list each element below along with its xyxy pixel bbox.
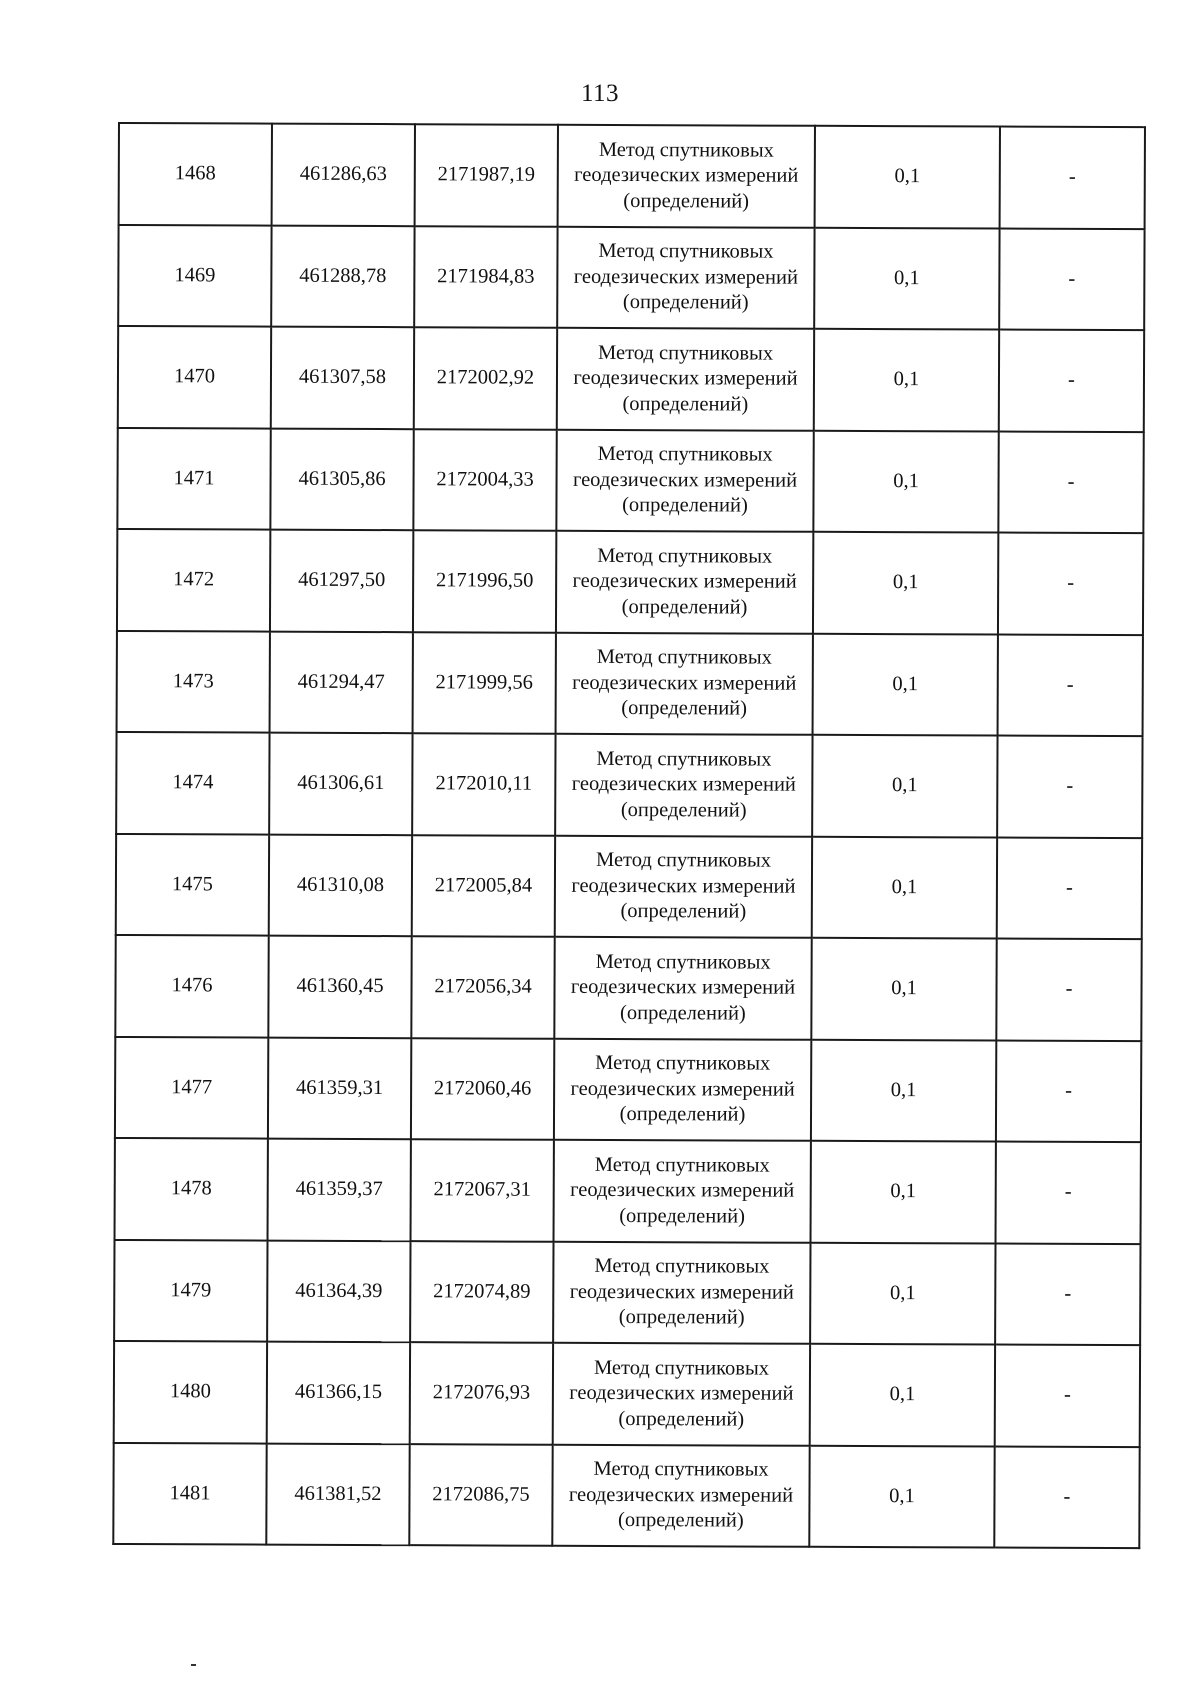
y-coordinate-cell: 2172074,89 xyxy=(410,1241,553,1343)
method-line: (определений) xyxy=(621,595,748,619)
method-line: геодезических измерений xyxy=(573,366,798,390)
method-line: геодезических измерений xyxy=(569,1381,794,1405)
method-line: Метод спутниковых xyxy=(596,645,772,669)
method-line: (определений) xyxy=(618,1407,745,1431)
accuracy-cell: 0,1 xyxy=(811,1141,996,1243)
table-row xyxy=(116,833,1142,939)
method-cell xyxy=(556,531,813,634)
accuracy-cell: 0,1 xyxy=(814,227,999,329)
table-row xyxy=(116,732,1142,838)
table-row xyxy=(113,1442,1139,1548)
point-number-cell: 1473 xyxy=(117,630,270,732)
accuracy-cell: 0,1 xyxy=(814,329,999,431)
table-row xyxy=(115,935,1141,1041)
x-coordinate-cell: 461307,58 xyxy=(271,327,414,429)
point-number-cell: 1476 xyxy=(115,935,268,1037)
method-line: (определений) xyxy=(620,798,747,822)
point-number-cell: 1468 xyxy=(119,123,272,225)
description-cell: - xyxy=(996,1040,1141,1142)
method-cell xyxy=(553,1241,810,1344)
method-line: геодезических измерений xyxy=(571,772,796,796)
method-line: (определений) xyxy=(617,1509,744,1532)
method-line: геодезических измерений xyxy=(572,671,797,695)
point-number-cell: 1477 xyxy=(115,1036,268,1138)
method-cell xyxy=(554,1140,811,1243)
point-number-cell: 1481 xyxy=(113,1442,266,1544)
description-cell: - xyxy=(999,330,1144,432)
x-coordinate-cell: 461306,61 xyxy=(269,733,412,835)
y-coordinate-cell: 2172056,34 xyxy=(411,936,554,1038)
accuracy-cell: 0,1 xyxy=(811,938,996,1040)
method-line: геодезических измерений xyxy=(571,874,796,898)
description-cell: - xyxy=(997,736,1142,838)
point-number-cell: 1474 xyxy=(116,732,269,834)
method-line: Метод спутниковых xyxy=(596,747,772,771)
description-cell: - xyxy=(995,1243,1140,1345)
scan-speck xyxy=(191,1664,196,1666)
table-row xyxy=(117,529,1143,635)
description-cell: - xyxy=(998,634,1143,736)
x-coordinate-cell: 461310,08 xyxy=(269,834,412,936)
method-cell xyxy=(555,734,812,837)
description-cell: - xyxy=(998,431,1143,533)
method-line: (определений) xyxy=(620,900,747,923)
method-line: (определений) xyxy=(623,189,750,213)
method-line: геодезических измерений xyxy=(569,1280,794,1304)
method-line: (определений) xyxy=(622,291,749,314)
method-line: (определений) xyxy=(620,1001,746,1025)
method-line: Метод спутниковых xyxy=(593,1356,770,1380)
table-row xyxy=(117,428,1143,534)
table-row xyxy=(118,225,1144,331)
x-coordinate-cell: 461286,63 xyxy=(272,124,415,226)
description-cell: - xyxy=(998,533,1143,635)
x-coordinate-cell: 461381,52 xyxy=(266,1443,409,1545)
coordinates-table-body xyxy=(113,123,1145,1548)
method-line: (определений) xyxy=(619,1103,746,1126)
method-line: геодезических измерений xyxy=(572,569,797,593)
accuracy-cell: 0,1 xyxy=(811,1039,996,1141)
y-coordinate-cell: 2172004,33 xyxy=(413,429,556,531)
page-number: 113 xyxy=(580,80,620,107)
table-row xyxy=(118,326,1144,432)
method-line: Метод спутниковых xyxy=(593,1457,769,1481)
accuracy-cell: 0,1 xyxy=(810,1344,995,1446)
y-coordinate-cell: 2172005,84 xyxy=(412,835,555,937)
x-coordinate-cell: 461359,37 xyxy=(268,1139,411,1241)
method-cell xyxy=(557,226,814,329)
y-coordinate-cell: 2172067,31 xyxy=(411,1139,554,1241)
method-line: геодезических измерений xyxy=(570,1178,795,1202)
method-line: Метод спутниковых xyxy=(598,341,774,365)
table-row xyxy=(115,1036,1141,1142)
accuracy-cell: 0,1 xyxy=(813,532,998,634)
method-line: Метод спутниковых xyxy=(594,1254,770,1278)
description-cell: - xyxy=(997,837,1142,939)
description-cell: - xyxy=(996,1142,1141,1244)
method-line: Метод спутниковых xyxy=(597,544,773,568)
y-coordinate-cell: 2172010,11 xyxy=(412,733,555,835)
accuracy-cell: 0,1 xyxy=(812,836,997,938)
method-line: Метод спутниковых xyxy=(595,1051,771,1075)
method-cell xyxy=(556,429,813,532)
table-row xyxy=(114,1239,1140,1345)
y-coordinate-cell: 2171999,56 xyxy=(413,632,556,734)
method-cell xyxy=(558,125,815,228)
x-coordinate-cell: 461294,47 xyxy=(270,631,413,733)
method-line: геодезических измерений xyxy=(572,468,798,492)
coordinates-table xyxy=(112,122,1146,1549)
y-coordinate-cell: 2172076,93 xyxy=(410,1342,553,1444)
description-cell: - xyxy=(994,1446,1139,1548)
point-number-cell: 1475 xyxy=(116,833,269,935)
y-coordinate-cell: 2172060,46 xyxy=(411,1038,554,1140)
x-coordinate-cell: 461297,50 xyxy=(270,530,413,632)
description-cell: - xyxy=(996,939,1141,1041)
method-cell xyxy=(557,328,814,431)
description-cell: - xyxy=(1000,127,1145,229)
y-coordinate-cell: 2171984,83 xyxy=(414,226,557,328)
x-coordinate-cell: 461364,39 xyxy=(267,1240,410,1342)
table-row xyxy=(117,630,1143,736)
method-line: Метод спутниковых xyxy=(594,1153,770,1177)
description-cell: - xyxy=(999,228,1144,330)
accuracy-cell: 0,1 xyxy=(815,126,1000,228)
point-number-cell: 1480 xyxy=(114,1341,267,1443)
method-line: (определений) xyxy=(619,1204,746,1228)
method-cell xyxy=(554,937,811,1040)
method-cell xyxy=(553,1343,810,1446)
table-row xyxy=(115,1138,1141,1244)
y-coordinate-cell: 2172086,75 xyxy=(409,1444,552,1546)
description-cell: - xyxy=(995,1345,1140,1447)
accuracy-cell: 0,1 xyxy=(809,1445,994,1547)
table-row xyxy=(114,1341,1140,1447)
method-line: геодезических измерений xyxy=(570,975,796,999)
method-line: геодезических измерений xyxy=(568,1483,794,1507)
accuracy-cell: 0,1 xyxy=(813,633,998,735)
point-number-cell: 1479 xyxy=(114,1239,267,1341)
accuracy-cell: 0,1 xyxy=(813,430,998,532)
x-coordinate-cell: 461288,78 xyxy=(271,225,414,327)
y-coordinate-cell: 2172002,92 xyxy=(414,327,557,429)
x-coordinate-cell: 461366,15 xyxy=(267,1342,410,1444)
table-row xyxy=(119,123,1145,229)
accuracy-cell: 0,1 xyxy=(812,735,997,837)
method-cell xyxy=(552,1444,809,1547)
method-line: геодезических измерений xyxy=(574,163,799,187)
method-line: (определений) xyxy=(621,697,748,720)
point-number-cell: 1478 xyxy=(115,1138,268,1240)
method-cell xyxy=(554,1038,811,1141)
method-line: геодезических измерений xyxy=(573,265,799,289)
x-coordinate-cell: 461305,86 xyxy=(270,428,413,530)
method-line: (определений) xyxy=(622,494,748,517)
point-number-cell: 1470 xyxy=(118,326,271,428)
method-line: Метод спутниковых xyxy=(598,138,774,162)
method-line: Метод спутниковых xyxy=(595,950,771,974)
point-number-cell: 1469 xyxy=(118,225,271,327)
method-line: Метод спутниковых xyxy=(598,239,774,263)
x-coordinate-cell: 461360,45 xyxy=(268,936,411,1038)
point-number-cell: 1471 xyxy=(117,428,270,530)
method-line: (определений) xyxy=(618,1306,745,1329)
accuracy-cell: 0,1 xyxy=(810,1242,995,1344)
method-cell xyxy=(556,632,813,735)
point-number-cell: 1472 xyxy=(117,529,270,631)
method-cell xyxy=(555,835,812,938)
x-coordinate-cell: 461359,31 xyxy=(268,1037,411,1139)
y-coordinate-cell: 2171996,50 xyxy=(413,530,556,632)
method-line: (определений) xyxy=(622,392,749,416)
method-line: Метод спутниковых xyxy=(595,848,772,872)
method-line: геодезических измерений xyxy=(570,1077,795,1101)
method-line: Метод спутниковых xyxy=(597,442,773,466)
y-coordinate-cell: 2171987,19 xyxy=(415,124,558,226)
